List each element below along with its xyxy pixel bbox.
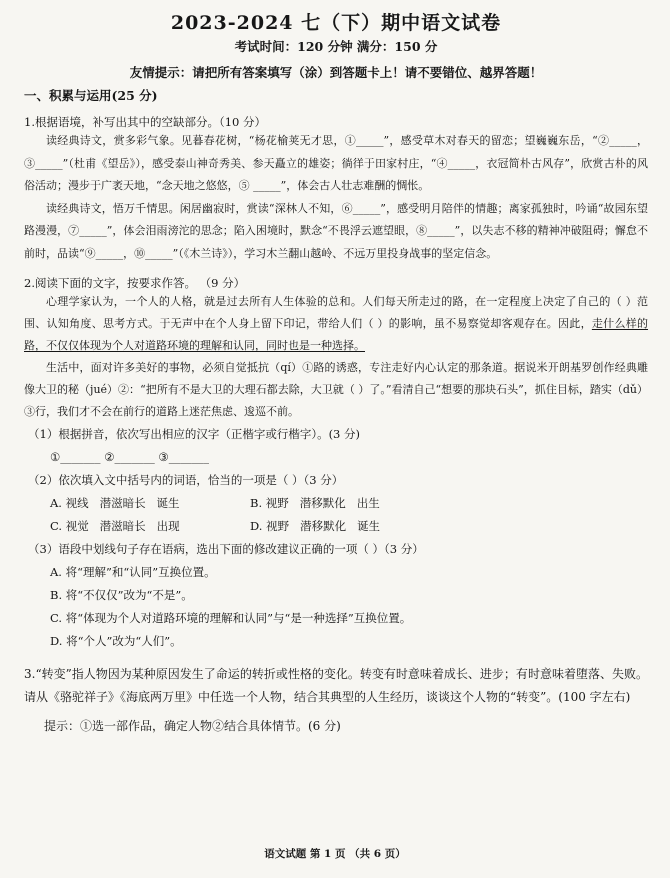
exam-meta: 考试时间：120 分钟 满分：150 分 [234,39,438,54]
subquestion-2: （2）依次填入文中括号内的词语，恰当的一项是（ ）（3 分） [28,473,344,487]
option-d: D. 视野 潜移默化 诞生 [250,519,381,533]
question-1-paragraph-2: 读经典诗文，悟万千情思。闲居幽寂时，赏读“深林人不知，⑥_____”，感受明月陪伴的情趣；离家孤独时，吟诵“故园东望路漫漫，⑦_____”，体会泪雨滂沱的思念；陷入困境时，默念“不畏浮云遮望眼，⑧_____”，以失志不移的精神冲破阻碍；懈怠不前时，品读“⑨_____，⑩_____”（《木兰诗》），学习木兰翻山越岭、不远万里投身战事的坚定信念。 [24,201,648,260]
option-d: D. 将“个人”改为“人们”。 [50,634,182,648]
option-b: B. 视野 潜移默化 出生 [250,496,380,510]
option-c: C. 将“体现为个人对道路环境的理解和认同”与“是一种选择”互换位置。 [50,611,412,625]
option-a: A. 将“理解”和“认同”互换位置。 [50,565,216,579]
option-b: B. 将“不仅仅”改为“不是”。 [50,588,193,602]
friendly-tip: 友情提示：请把所有答案填写（涂）到答题卡上！请不要错位、越界答题！ [129,65,543,80]
subquestion-3: （3）语段中划线句子存在语病，选出下面的修改建议正确的一项（ ）（3 分） [28,542,424,556]
question-3-hint: 提示：①选一部作品，确定人物②结合具体情节。(6 分) [44,719,341,733]
question-2-stem: 2.阅读下面的文字，按要求作答。 （9 分） [24,276,246,290]
subquestion-1: （1）根据拼音，依次写出相应的汉字（正楷字或行楷字）。(3 分) [28,427,361,441]
option-row [24,492,648,515]
exam-title: 2023-2024 七（下）期中语文试卷 [170,12,502,34]
passage-text: 心理学家认为，一个人的人格，就是过去所有人生体验的总和。人们每天所走过的路，在一定程度上决定了自己的（ ）范围、认知角度、思考方式。于无声中在个人身上留下印记，带给人们（ ）的影响，虽不易察觉却客观存在。因此， [24,295,648,330]
option-row [24,515,648,538]
underlined-sentence: 走什么样的路，不仅仅体现为个人对道路环境的理解和认同，同时也是一种选择。 [24,317,649,352]
subquestion-1-blanks: ①_______ ②_______ ③_______ [50,450,209,464]
option-a: A. 视线 潜滋暗长 诞生 [50,496,180,510]
question-1-stem: 1.根据语境，补写出其中的空缺部分。（10 分） [24,115,267,129]
page-footer: 语文试题 第 1 页 （共 6 页） [264,848,406,860]
section-heading: 一、积累与运用(25 分) [24,88,158,103]
question-2-paragraph-2: 生活中，面对许多美好的事物，必须自觉抵抗（qí）①路的诱惑，专注走好内心认定的那条道。据说米开朗基罗创作经典雕像大卫的秘（jué）②：“把所有不是大卫的大理石都去除，大卫就（ ）了。”看清自己“想要的那块石头”，抓住目标，踏实（dǔ）③行，我们才不会在前行的道路上迷茫焦虑、逡巡不前。 [24,361,648,418]
question-2-paragraph-1 [24,291,648,357]
question-1-paragraph-1: 读经典诗文，赏多彩气象。见暮春花树，“杨花榆荚无才思，①_____”，感受草木对春天的留恋；望巍巍东岳，“②_____，③_____”（杜甫《望岳》），感受泰山神奇秀美、参天矗立的雄姿；徜徉于田家村庄，“④_____，衣冠简朴古风存”，欣赏古朴的风俗活动；漫步于广袤天地，“念天地之悠悠，⑤ _____”，体会古人壮志难酬的惆怅。 [24,134,648,192]
question-3-stem: 3.“转变”指人物因为某种原因发生了命运的转折或性格的变化。转变有时意味着成长、进步；有时意味着堕落、失败。请从《骆驼祥子》《海底两万里》中任选一个人物，结合其典型的人生经历，谈谈这个人物的“转变”。(100 字左右) [24,667,648,704]
option-c: C. 视觉 潜滋暗长 出现 [50,519,180,533]
